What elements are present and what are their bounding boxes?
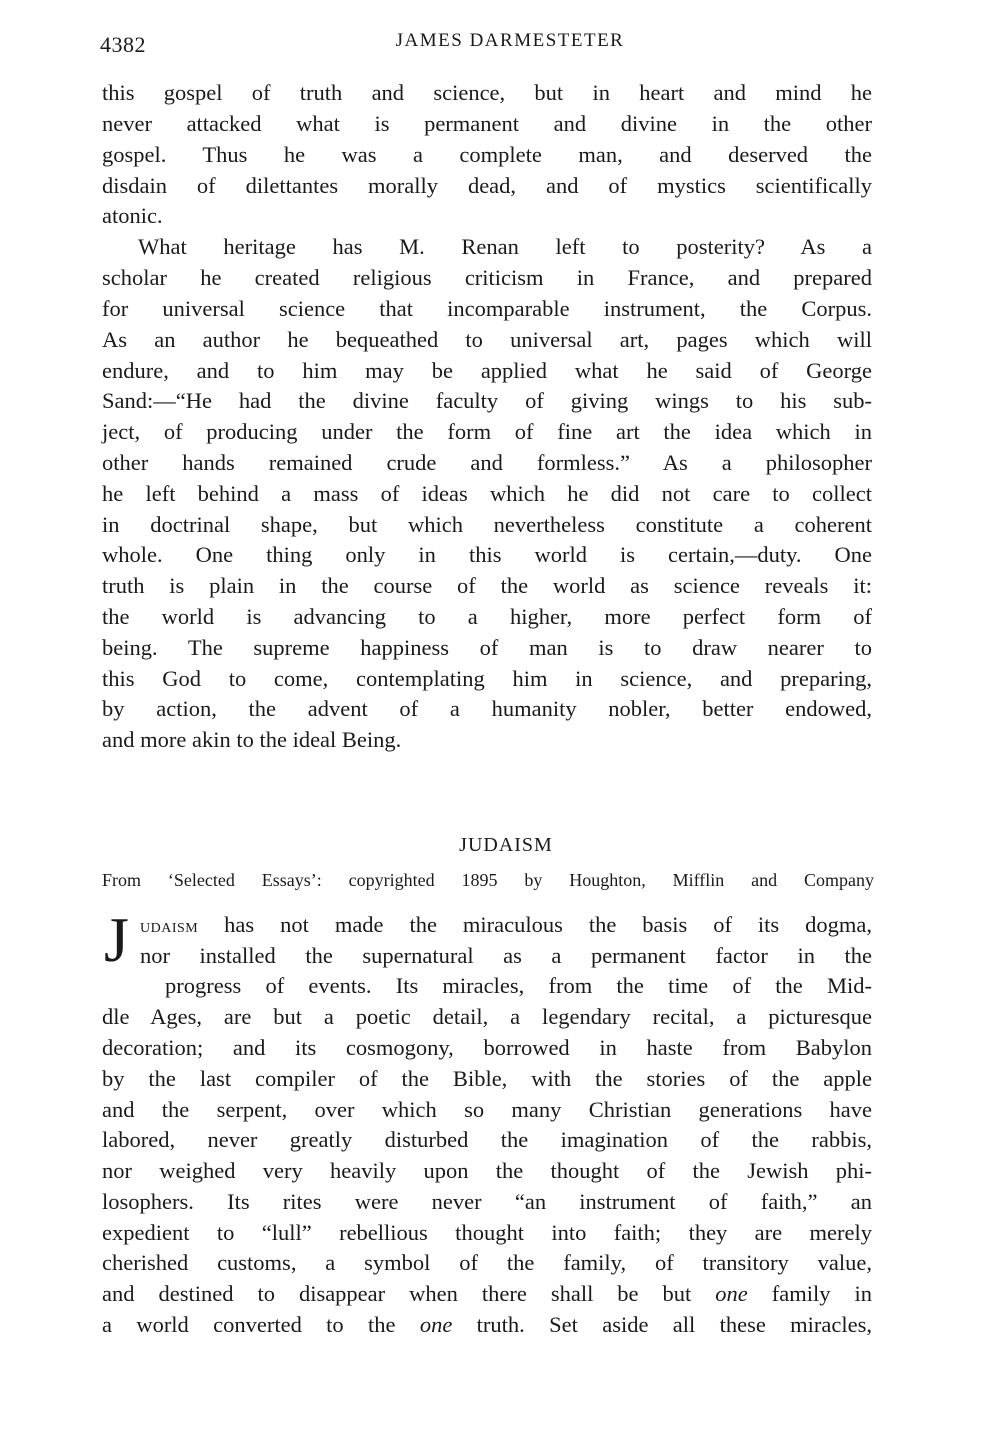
text-line: and more akin to the ideal Being. <box>102 727 402 752</box>
text-fragment: a world converted to the <box>102 1312 420 1337</box>
section-title: JUDAISM <box>459 834 553 856</box>
text-line: expedient to “lull” rebellious thought into faith; they are merely <box>102 1220 872 1245</box>
text-line: truth is plain in the course of the world as science reveals it: <box>102 573 872 598</box>
text-fragment: and destined to disappear when there shall be but <box>102 1281 716 1306</box>
drop-cap: J <box>104 904 129 975</box>
text-fragment: family in <box>747 1281 872 1306</box>
text-line: nor weighed very heavily upon the thought of the Jewish phi- <box>102 1158 872 1183</box>
text-line: gospel. Thus he was a complete man, and deserved the <box>102 142 872 167</box>
text-line: he left behind a mass of ideas which he did not care to collect <box>102 481 872 506</box>
text-line: never attacked what is permanent and divine in the other <box>102 111 872 136</box>
page-number: 4382 <box>100 32 146 57</box>
text-line: in doctrinal shape, but which nevertheless constitute a coherent <box>102 512 872 537</box>
text-line: disdain of dilettantes morally dead, and of mystics scientifically <box>102 173 872 198</box>
text-line: Sand:—“He had the divine faculty of giving wings to his sub- <box>102 388 872 413</box>
text-line: scholar he created religious criticism in France, and prepared <box>102 265 872 290</box>
text-line: losophers. Its rites were never “an instrument of faith,” an <box>102 1189 872 1214</box>
text-line: cherished customs, a symbol of the family, of transitory value, <box>102 1250 872 1275</box>
italic-emphasis: one <box>419 1312 453 1337</box>
text-line: nor installed the supernatural as a permanent factor in the <box>140 943 872 968</box>
running-head: JAMES DARMESTETER <box>395 30 625 51</box>
text-line: and the serpent, over which so many Christian generations have <box>102 1097 872 1122</box>
text-line: by action, the advent of a humanity nobler, better endowed, <box>102 696 872 721</box>
italic-emphasis: one <box>715 1281 748 1306</box>
source-attribution: From ‘Selected Essays’: copyrighted 1895 by Houghton, Mifflin and Company <box>102 870 874 890</box>
text-line: progress of events. Its miracles, from the time of the Mid- <box>165 973 872 998</box>
text-line: by the last compiler of the Bible, with the stories of the apple <box>102 1066 872 1091</box>
text-line: atonic. <box>102 203 163 228</box>
text-line: What heritage has M. Renan left to posterity? As a <box>138 234 872 259</box>
text-line: endure, and to him may be applied what he said of George <box>102 358 872 383</box>
text-line: decoration; and its cosmogony, borrowed in haste from Babylon <box>102 1035 872 1060</box>
text-line: labored, never greatly disturbed the imagination of the rabbis, <box>102 1127 872 1152</box>
small-caps-word: udaism <box>140 915 199 937</box>
text-line <box>102 1279 872 1309</box>
text-line: dle Ages, are but a poetic detail, a legendary recital, a picturesque <box>102 1004 872 1029</box>
text-line <box>140 910 872 940</box>
text-line: this gospel of truth and science, but in heart and mind he <box>102 80 872 105</box>
text-line: this God to come, contemplating him in science, and preparing, <box>102 666 872 691</box>
text-fragment: has not made the miraculous the basis of its dogma, <box>198 912 872 937</box>
text-line: As an author he bequeathed to universal art, pages which will <box>102 327 872 352</box>
text-line: the world is advancing to a higher, more perfect form of <box>102 604 872 629</box>
text-line: ject, of producing under the form of fine art the idea which in <box>102 419 872 444</box>
text-line: for universal science that incomparable instrument, the Corpus. <box>102 296 872 321</box>
text-line: other hands remained crude and formless.” As a philosopher <box>102 450 872 475</box>
text-line: whole. One thing only in this world is certain,—duty. One <box>102 542 872 567</box>
text-fragment: truth. Set aside all these miracles, <box>452 1312 872 1337</box>
text-line <box>102 1310 872 1340</box>
text-line: being. The supreme happiness of man is to draw nearer to <box>102 635 872 660</box>
